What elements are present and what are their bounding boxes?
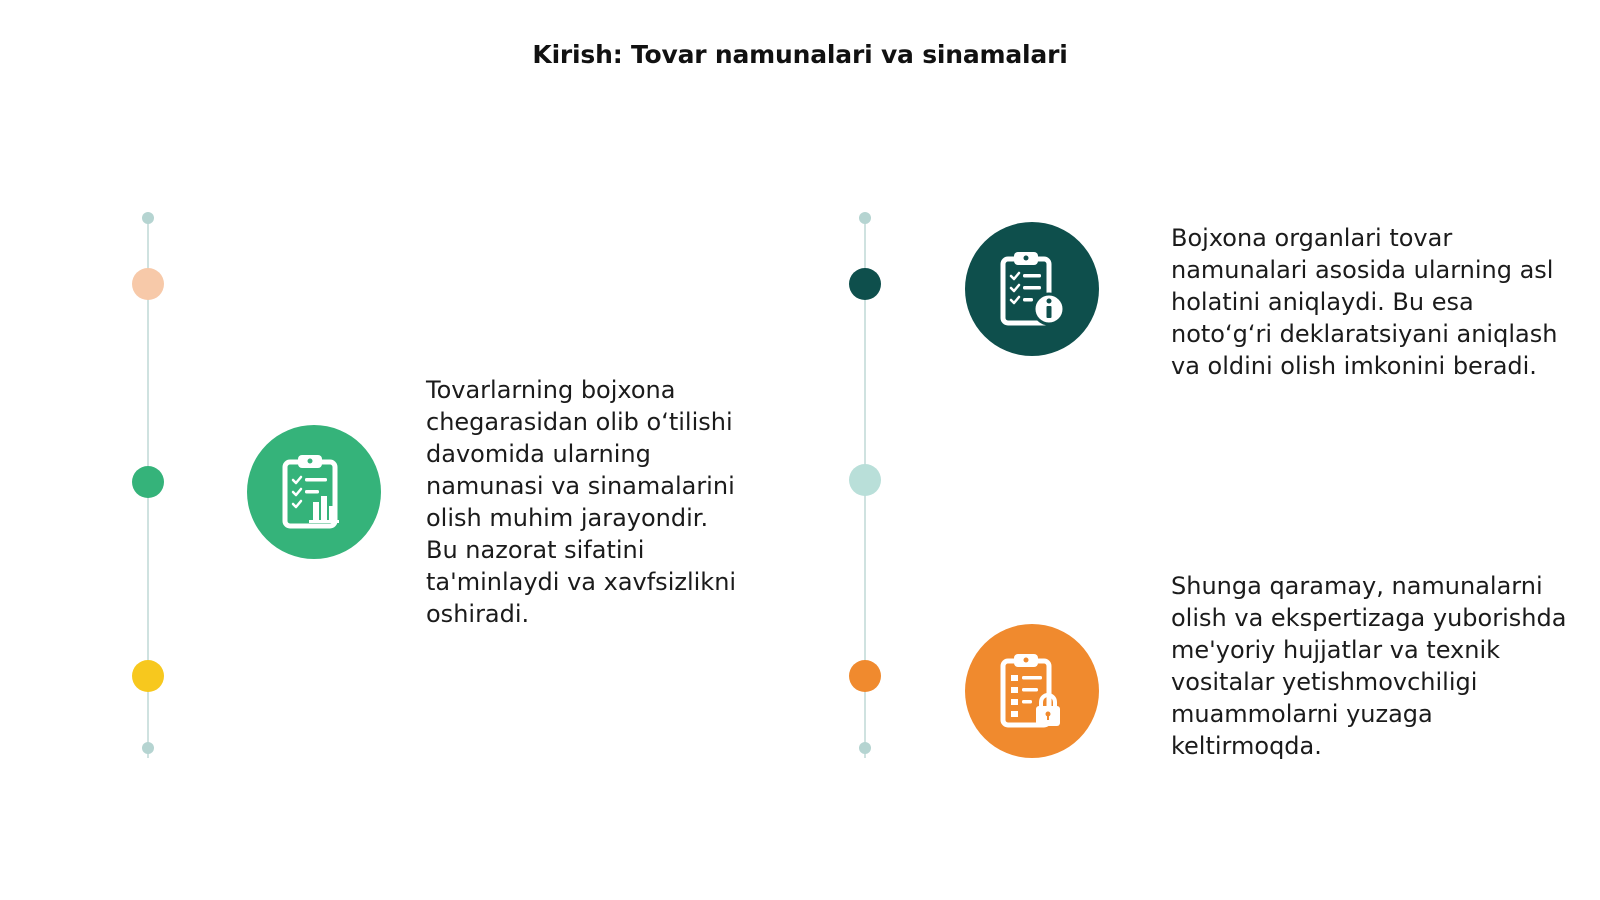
timeline-right bbox=[845, 212, 885, 768]
timeline-node-yellow bbox=[132, 660, 164, 692]
slide-title: Kirish: Tovar namunalari va sinamalari bbox=[532, 40, 1068, 69]
timeline-start-dot bbox=[142, 212, 154, 224]
timeline-node-green bbox=[132, 466, 164, 498]
timeline-node-peach bbox=[132, 268, 164, 300]
clipboard-info-svg bbox=[997, 249, 1067, 329]
clipboard-chart-svg bbox=[279, 452, 349, 532]
timeline-end-dot bbox=[859, 742, 871, 754]
timeline-start-dot bbox=[859, 212, 871, 224]
clipboard-chart-icon bbox=[247, 425, 381, 559]
timeline-left bbox=[128, 212, 168, 768]
timeline-node-orange bbox=[849, 660, 881, 692]
clipboard-lock-svg bbox=[997, 651, 1067, 731]
item-text-1: Tovarlarning bojxona chegarasidan olib o‘tilishi davomida ularning namunasi va sinamalarini olish muhim jarayondir. Bu nazorat sifatini ta'minlaydi va xavfsizlikni oshiradi. bbox=[426, 376, 737, 628]
timeline-end-dot bbox=[142, 742, 154, 754]
clipboard-lock-icon bbox=[965, 624, 1099, 758]
timeline-node-teal bbox=[849, 268, 881, 300]
clipboard-info-icon bbox=[965, 222, 1099, 356]
item-text-3: Shunga qaramay, namunalarni olish va ekspertizaga yuborishda me'yoriy hujjatlar va texnik vositalar yetishmovchiligi muammolarni yuzaga keltirmoqda. bbox=[1171, 572, 1567, 760]
item-text-2: Bojxona organlari tovar namunalari asosida ularning asl holatini aniqlaydi. Bu esa noto‘g‘ri deklaratsiyani aniqlash va oldini olish imkonini beradi. bbox=[1171, 224, 1558, 380]
timeline-node-mint bbox=[849, 464, 881, 496]
